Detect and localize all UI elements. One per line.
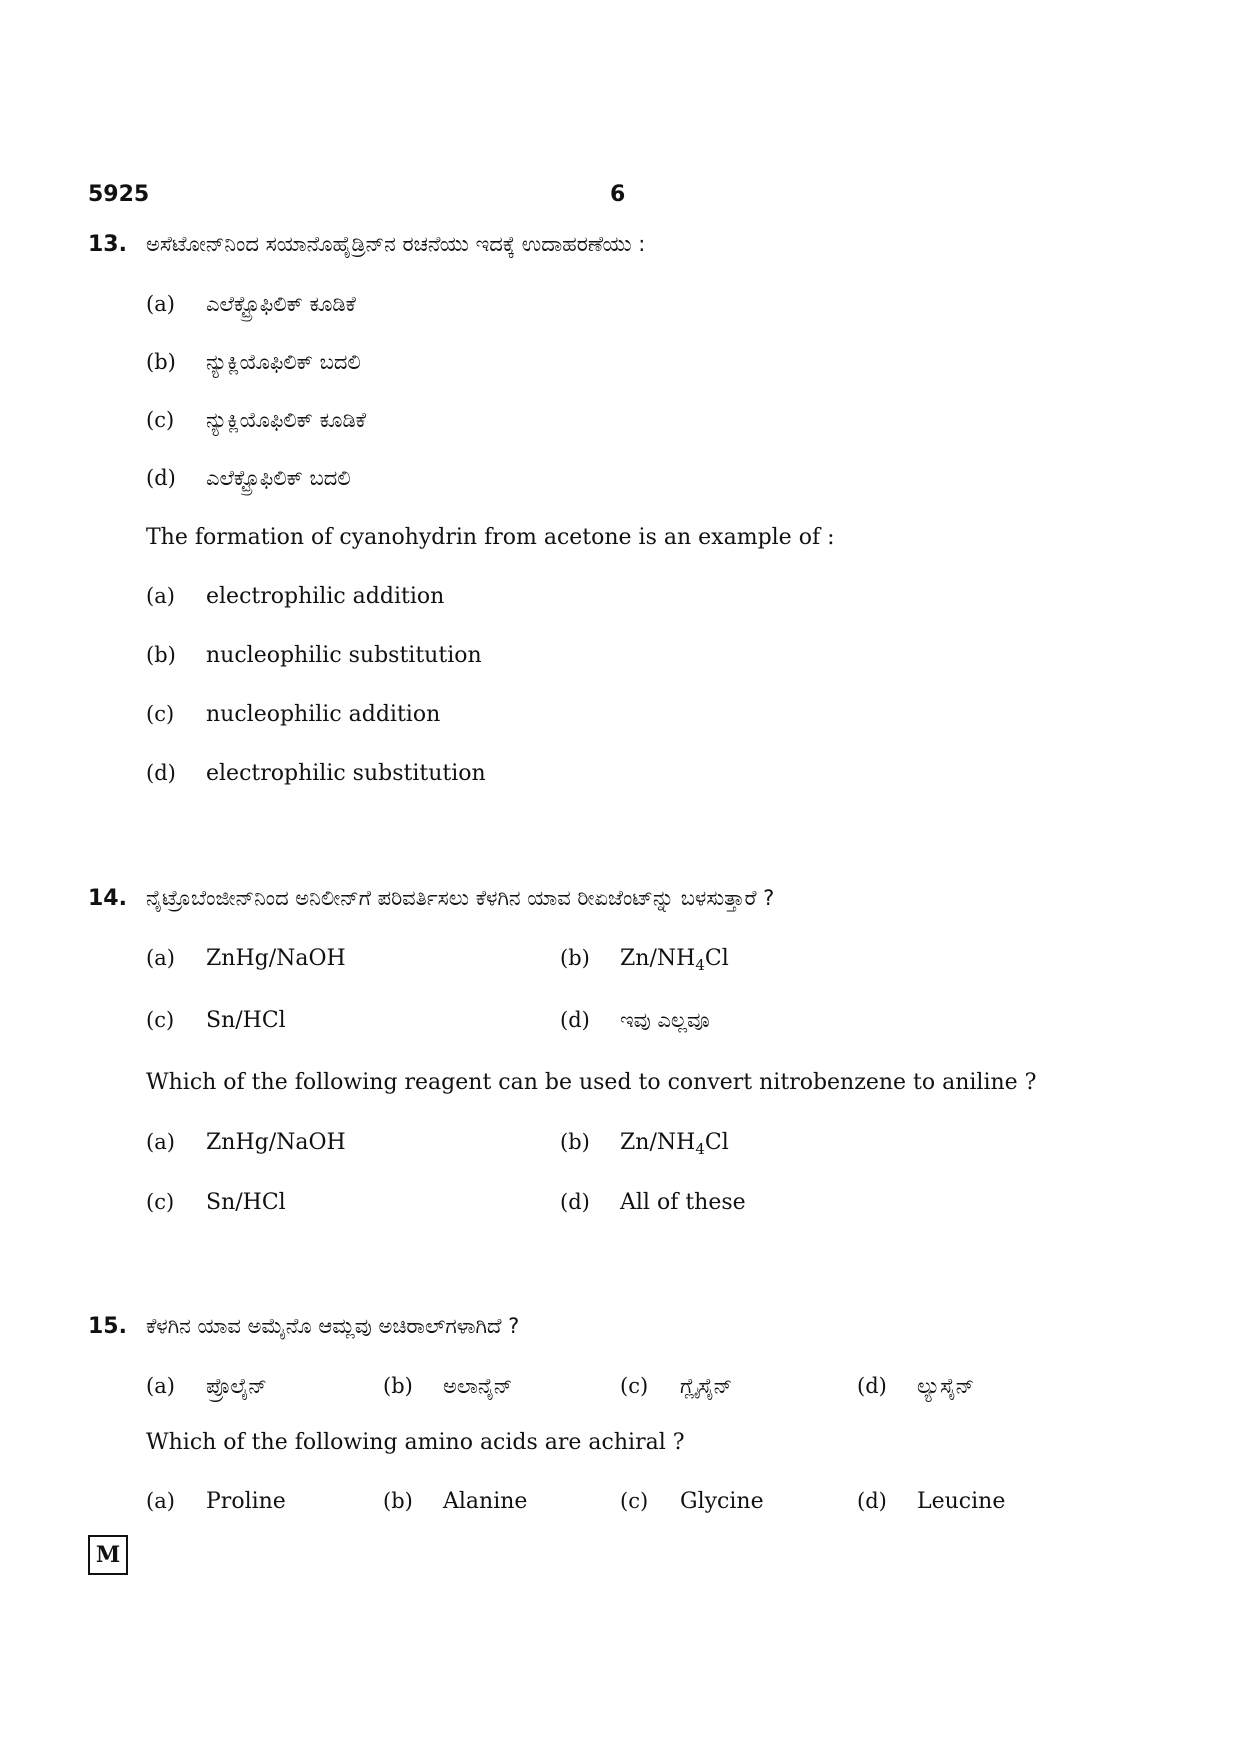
q15-en-option-b-label: (b) bbox=[383, 1489, 413, 1513]
q15-kn-option-c-label: (c) bbox=[620, 1374, 649, 1398]
question-13-number: 13. bbox=[88, 232, 127, 257]
q13-kn-option-c-text: ನ್ಯುಕ್ಲಿಯೊಫಿಲಿಕ್ ಕೂಡಿಕೆ bbox=[206, 408, 366, 432]
q14-en-option-a-text: ZnHg/NaOH bbox=[206, 1130, 346, 1155]
q15-kn-option-b-text: ಅಲಾನೈನ್ bbox=[443, 1374, 513, 1398]
q14-kn-option-a-text: ZnHg/NaOH bbox=[206, 946, 346, 971]
paper-code: 5925 bbox=[88, 182, 150, 207]
q13-kn-option-a-text: ಎಲೆಕ್ಟ್ರೊಫಿಲಿಕ್ ಕೂಡಿಕೆ bbox=[206, 292, 356, 316]
q15-en-option-c-label: (c) bbox=[620, 1489, 649, 1513]
q14-en-option-d-text: All of these bbox=[620, 1190, 746, 1215]
q15-en-option-c-text: Glycine bbox=[680, 1489, 764, 1514]
q13-kn-option-b-text: ನ್ಯುಕ್ಲಿಯೊಫಿಲಿಕ್ ಬದಲಿ bbox=[206, 350, 361, 374]
question-13-english-text: The formation of cyanohydrin from acetone is an example of : bbox=[146, 525, 835, 550]
q15-en-option-a-text: Proline bbox=[206, 1489, 286, 1514]
q14-kn-option-d-label: (d) bbox=[560, 1008, 590, 1032]
q14-en-option-c-text: Sn/HCl bbox=[206, 1190, 286, 1215]
q15-en-option-a-label: (a) bbox=[146, 1489, 175, 1513]
q13-kn-option-b-label: (b) bbox=[146, 350, 176, 374]
page-number: 6 bbox=[610, 182, 626, 207]
q15-kn-option-a-text: ಪ್ರೊಲೈನ್ bbox=[206, 1374, 267, 1398]
question-14-number: 14. bbox=[88, 886, 127, 911]
q13-en-option-d-label: (d) bbox=[146, 761, 176, 785]
question-15-english-text: Which of the following amino acids are achiral ? bbox=[146, 1430, 685, 1455]
q15-kn-option-a-label: (a) bbox=[146, 1374, 175, 1398]
q13-en-option-c-text: nucleophilic addition bbox=[206, 702, 441, 727]
q13-en-option-b-text: nucleophilic substitution bbox=[206, 643, 482, 668]
q15-en-option-d-label: (d) bbox=[857, 1489, 887, 1513]
q14-en-option-a-label: (a) bbox=[146, 1130, 175, 1154]
q14-kn-option-b-text: $Zn/NH_4Cl$ bbox=[620, 946, 729, 974]
q14-kn-option-d-text: ಇವು ಎಲ್ಲವೂ bbox=[620, 1008, 710, 1032]
q13-en-option-c-label: (c) bbox=[146, 702, 175, 726]
question-14-english-text: Which of the following reagent can be used to convert nitrobenzene to aniline ? bbox=[146, 1070, 1037, 1095]
q14-kn-option-b-label: (b) bbox=[560, 946, 590, 970]
q13-en-option-d-text: electrophilic substitution bbox=[206, 761, 486, 786]
question-15-kannada-text: ಕೆಳಗಿನ ಯಾವ ಅಮೈನೊ ಆಮ್ಲವು ಅಚಿರಾಲ್‌ಗಳಾಗಿದೆ ? bbox=[146, 1314, 520, 1338]
q14-kn-option-c-text: Sn/HCl bbox=[206, 1008, 286, 1033]
q15-kn-option-d-text: ಲ್ಯುಸೈನ್ bbox=[917, 1374, 975, 1398]
q14-kn-option-a-label: (a) bbox=[146, 946, 175, 970]
q13-en-option-a-text: electrophilic addition bbox=[206, 584, 445, 609]
q14-en-option-b-text: $Zn/NH_4Cl$ bbox=[620, 1130, 729, 1158]
q15-kn-option-d-label: (d) bbox=[857, 1374, 887, 1398]
medium-mark-box: M bbox=[88, 1535, 128, 1575]
q14-en-option-c-label: (c) bbox=[146, 1190, 175, 1214]
q14-en-option-d-label: (d) bbox=[560, 1190, 590, 1214]
q14-kn-option-c-label: (c) bbox=[146, 1008, 175, 1032]
q15-en-option-b-text: Alanine bbox=[443, 1489, 528, 1514]
q15-en-option-d-text: Leucine bbox=[917, 1489, 1006, 1514]
q13-kn-option-d-label: (d) bbox=[146, 466, 176, 490]
q13-en-option-a-label: (a) bbox=[146, 584, 175, 608]
question-15-number: 15. bbox=[88, 1314, 127, 1339]
question-13-kannada-text: ಅಸೆಟೋನ್‌ನಿಂದ ಸಯಾನೊಹೈಡ್ರಿನ್‌ನ ರಚನೆಯು ಇದಕ್ಕೆ ಉದಾಹರಣೆಯು : bbox=[146, 232, 646, 256]
q13-kn-option-c-label: (c) bbox=[146, 408, 175, 432]
q13-en-option-b-label: (b) bbox=[146, 643, 176, 667]
q15-kn-option-c-text: ಗ್ಲೈಸೈನ್ bbox=[680, 1374, 733, 1398]
question-14-kannada-text: ನೈಟ್ರೊಬೆಂಜೀನ್‌ನಿಂದ ಅನಿಲೀನ್‌ಗೆ ಪರಿವರ್ತಿಸಲು ಕೆಳಗಿನ ಯಾವ ರೀಏಜೆಂಟ್‌ನ್ನು ಬಳಸುತ್ತಾರೆ ? bbox=[146, 886, 775, 910]
q15-kn-option-b-label: (b) bbox=[383, 1374, 413, 1398]
q13-kn-option-a-label: (a) bbox=[146, 292, 175, 316]
q14-en-option-b-label: (b) bbox=[560, 1130, 590, 1154]
q13-kn-option-d-text: ಎಲೆಕ್ಟ್ರೊಫಿಲಿಕ್ ಬದಲಿ bbox=[206, 466, 351, 490]
